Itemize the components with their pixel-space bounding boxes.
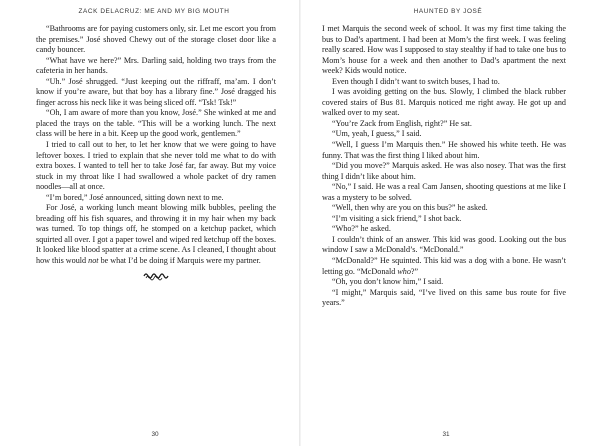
paragraph: Even though I didn’t want to switch buses, I had to. (332, 76, 500, 86)
paragraph: “Well, I guess I’m Marquis then.” He showed his white teeth. He was funny. That was the first thing I liked about him. (322, 140, 566, 160)
page-number-right: 31 (442, 431, 450, 438)
emphasis: not (88, 256, 99, 266)
paragraph: “You’re Zack from English, right?” He sat. (332, 118, 472, 128)
paragraph: I met Marquis the second week of school. It was my first time taking the bus to Dad’s apartment. I had been at Mom’s the first week. I was feeling really scared. How was I supposed to stay stealthy if had to take one bus to Mom’s house for a week and then another to Dad’s apartment the next week? Kids would notice. (322, 24, 566, 76)
text-run: “McDonald?” He squinted. This kid was a dog with a bone. He wasn’t letting go. “McDonald (322, 256, 566, 276)
text-run: be what I’d be doing if Marquis were my partner. (98, 256, 261, 266)
paragraph: “I’m bored,” José announced, sitting down next to me. (46, 192, 224, 202)
paragraph: “What have we here?” Mrs. Darling said, holding two trays from the cafeteria in her hands. (36, 55, 276, 76)
text-run: ?” (410, 266, 419, 276)
paragraph: “Oh, I am aware of more than you know, José.” She winked at me and placed the trays on the table. “This will be a working lunch. The next class will be here in a bit. Keep up the good work, gentlemen.” (36, 108, 276, 139)
paragraph: “Who?” he asked. (332, 224, 391, 234)
paragraph: “I might,” Marquis said, “I’ve lived on this same bus route for five years.” (322, 287, 566, 308)
paragraph: “Did you move?” Marquis asked. He was also nosey. That was the first thing I didn’t like about him. (322, 161, 566, 181)
paragraph: I was avoiding getting on the bus. Slowly, I climbed the black rubber covered stairs of Bus 81. Marquis noticed me right away. He got up and walked over to my seat. (322, 87, 566, 118)
running-head-right: HAUNTED BY JOSÉ (413, 8, 483, 15)
paragraph: “Bathrooms are for paying customers only, sir. Let me escort you from the premises.” José shoved Chewy out of the storage closet door like a candy bouncer. (36, 24, 276, 55)
paragraph: “Uh.” José shrugged. “Just keeping out the riffraff, ma’am. I don’t know if you’re aware, but that boy has a library fine.” José dragged his finger across his neck like it was being sliced off. “Tsk! Tsk!” (36, 76, 276, 107)
emphasis: who (397, 266, 411, 276)
right-page (300, 0, 600, 446)
paragraph: “Oh, you don’t know him,” I said. (332, 277, 444, 287)
paragraph (322, 256, 566, 277)
right-page-text (322, 24, 566, 309)
running-head-left: ZACK DELACRUZ: ME AND MY BIG MOUTH (78, 8, 230, 15)
paragraph (36, 203, 276, 266)
paragraph: “No,” I said. He was a real Cam Jansen, shooting questions at me like I was a mystery to be solved. (322, 182, 566, 202)
left-page-text (36, 24, 276, 283)
text-run: For José, a working lunch meant blowing milk bubbles, peeling the breading off his fish squares, and throwing it in my hair when my back was turned. To top things off, he stomped on a ketchup packet, which squirted all over. I got a paper towel and wiped red ketchup off the boxes. It looked like blood spatter at a crime scene. As I cleaned, I thought about how this would (36, 203, 276, 266)
paragraph: “Well, then why are you on this bus?” he asked. (332, 203, 488, 213)
paragraph: I couldn’t think of an answer. This kid was good. Looking out the bus window I saw a McDonald’s. “McDonald.” (322, 234, 566, 255)
paragraph: “Um, yeah, I guess,” I said. (332, 129, 422, 139)
paragraph: “I’m visiting a sick friend,” I shot back. (332, 213, 462, 223)
paragraph: I tried to call out to her, to let her know that we were going to have leftover boxes. I tried to explain that she never told me what to do with extra boxes. I wanted to tell her to take José far, far away. But my voice stuck in my throat like I had swallowed a whole packet of dry ramen noodles—all at once. (36, 140, 276, 192)
section-break-ornament-icon (36, 271, 276, 283)
page-number-left: 30 (151, 431, 159, 438)
